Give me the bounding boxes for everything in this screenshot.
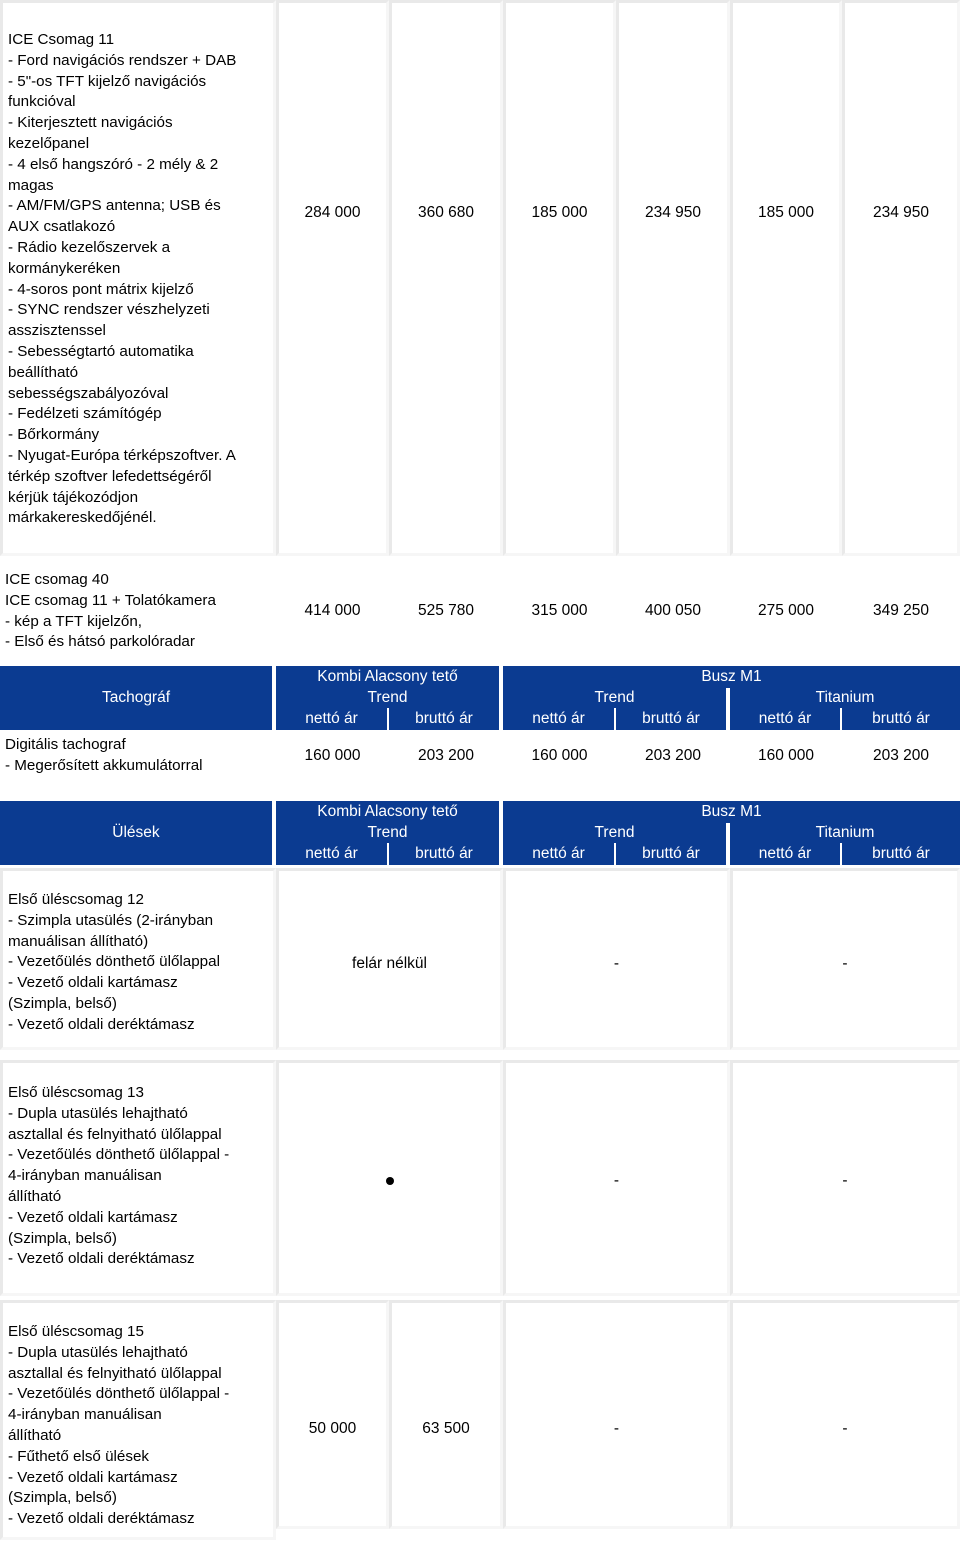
ice40-brutto-kombi: 525 780 bbox=[417, 602, 475, 619]
ice40-netto-titanium: 275 000 bbox=[757, 602, 815, 619]
netto-header: nettó ár bbox=[730, 708, 842, 730]
ice11-netto-kombi: 284 000 bbox=[304, 204, 361, 221]
ice11-price-cell bbox=[730, 0, 842, 556]
seats-section-title: Ülések bbox=[0, 801, 276, 865]
tacho-column-headers bbox=[276, 666, 960, 730]
tacho-netto-titanium: 160 000 bbox=[757, 747, 815, 764]
brutto-header: bruttó ár bbox=[389, 843, 503, 865]
brutto-header: bruttó ár bbox=[842, 708, 960, 730]
seat15-description-cell bbox=[0, 1300, 276, 1540]
busz-header: Busz M1 bbox=[503, 666, 960, 688]
kombi-header: Kombi Alacsony tető bbox=[276, 801, 503, 823]
netto-header: nettó ár bbox=[276, 843, 389, 865]
ice11-netto-titanium: 185 000 bbox=[757, 204, 815, 221]
seat12-description-cell bbox=[0, 868, 276, 1050]
busz-titanium-header: Titanium bbox=[730, 688, 960, 708]
ice11-brutto-titanium: 234 950 bbox=[872, 204, 930, 221]
seat12-description: Első üléscsomag 12 - Szimpla utasülés (2-irányban manuálisan állítható) - Vezetőülés dönthető ülőlappal - Vezető oldali kartámasz (Szimpla, belső) - Vezető oldali deréktámasz bbox=[8, 891, 220, 1033]
netto-header: nettó ár bbox=[503, 843, 616, 865]
busz-titanium-header: Titanium bbox=[730, 823, 960, 843]
brutto-header: bruttó ár bbox=[616, 708, 730, 730]
brutto-header: bruttó ár bbox=[842, 843, 960, 865]
ice40-netto-trend: 315 000 bbox=[531, 602, 588, 619]
ice11-description-cell bbox=[0, 0, 276, 556]
ice11-brutto-trend: 234 950 bbox=[644, 204, 702, 221]
seat15-brutto-kombi: 63 500 bbox=[422, 1420, 470, 1437]
seat13-titanium-value: - bbox=[842, 1172, 848, 1189]
seat13-row bbox=[0, 1060, 960, 1296]
tacho-brutto-titanium: 203 200 bbox=[872, 747, 930, 764]
ice11-price-cell bbox=[503, 0, 616, 556]
tacho-description: Digitális tachograf - Megerősített akkumulátorral bbox=[5, 736, 203, 774]
brutto-header: bruttó ár bbox=[616, 843, 730, 865]
ice40-brutto-titanium: 349 250 bbox=[872, 602, 930, 619]
tacho-section-title: Tachográf bbox=[0, 666, 276, 730]
tacho-description-cell bbox=[0, 735, 276, 785]
tacho-brutto-trend: 203 200 bbox=[644, 747, 702, 764]
tacho-netto-kombi: 160 000 bbox=[304, 747, 361, 764]
ice40-row bbox=[0, 566, 960, 660]
netto-header: nettó ár bbox=[503, 708, 616, 730]
kombi-header: Kombi Alacsony tető bbox=[276, 666, 503, 688]
seat15-row bbox=[0, 1300, 960, 1529]
seat12-trend-value: - bbox=[613, 955, 620, 972]
seat13-trend-value: - bbox=[613, 1172, 620, 1189]
ice11-price-cell bbox=[616, 0, 730, 556]
seat12-row bbox=[0, 868, 960, 1050]
ice11-price-cell bbox=[389, 0, 503, 556]
brutto-header: bruttó ár bbox=[389, 708, 503, 730]
seat15-description: Első üléscsomag 15 - Dupla utasülés lehajtható asztallal és felnyitható ülőlappal - Vezetőülés dönthető ülőlappal - 4-irányban manuálisan állítható - Fűthető első ülések - Vezető oldali kartámasz (Szimpla, belső) - Vezető oldali deréktámasz bbox=[8, 1323, 230, 1528]
ice11-row bbox=[0, 0, 960, 556]
tacho-brutto-kombi: 203 200 bbox=[417, 747, 475, 764]
ice40-description: ICE csomag 40 ICE csomag 11 + Tolatókamera - kép a TFT kijelzőn, - Első és hátsó parkolóradar bbox=[5, 571, 216, 651]
seats-header-band bbox=[0, 801, 960, 865]
seat15-netto-kombi: 50 000 bbox=[308, 1420, 357, 1437]
seat15-titanium-value: - bbox=[842, 1420, 848, 1437]
kombi-trend-header: Trend bbox=[276, 823, 503, 843]
seat13-description: Első üléscsomag 13 - Dupla utasülés lehajtható asztallal és felnyitható ülőlappal - Vezetőülés dönthető ülőlappal - 4-irányban manuálisan állítható - Vezető oldali kartámasz (Szimpla, belső) - Vezető oldali deréktámasz bbox=[8, 1084, 230, 1268]
ice11-price-cell bbox=[276, 0, 389, 556]
seat12-titanium-value: - bbox=[842, 955, 848, 972]
tacho-netto-trend: 160 000 bbox=[531, 747, 588, 764]
busz-trend-header: Trend bbox=[503, 823, 730, 843]
busz-trend-header: Trend bbox=[503, 688, 730, 708]
seat13-kombi-value bbox=[279, 1063, 500, 1299]
seat15-trend-value: - bbox=[613, 1420, 620, 1437]
netto-header: nettó ár bbox=[276, 708, 389, 730]
ice11-description: ICE Csomag 11 - Ford navigációs rendszer + DAB - 5"-os TFT kijelző navigációs funkcióval - Kiterjesztett navigációs kezelőpanel - 4 első hangszóró - 2 mély & 2 magas - AM/FM/GPS antenna; USB és AUX csatlakozó - Rádio kezelőszervek a kormánykeréken - 4-soros pont mátrix kijelző - SYNC rendszer vészhelyzeti asszisztenssel - Sebességtartó automatika beállítható sebességszabályozóval - Fedélzeti számítógép - Bőrkormány - Nyugat-Európa térképszoftver. A térkép szoftver lefedettségéről kérjük tájékozódjon márkakereskedőjénél. bbox=[8, 31, 237, 527]
kombi-trend-header: Trend bbox=[276, 688, 503, 708]
ice40-description-cell bbox=[0, 566, 276, 660]
ice11-brutto-kombi: 360 680 bbox=[417, 204, 475, 221]
netto-header: nettó ár bbox=[730, 843, 842, 865]
busz-header: Busz M1 bbox=[503, 801, 960, 823]
ice40-brutto-trend: 400 050 bbox=[644, 602, 702, 619]
seat12-kombi-value: felár nélkül bbox=[352, 955, 427, 972]
tacho-header-band bbox=[0, 666, 960, 730]
seat13-description-cell bbox=[0, 1060, 276, 1296]
ice40-netto-kombi: 414 000 bbox=[304, 602, 361, 619]
tacho-row bbox=[0, 735, 960, 785]
seats-column-headers bbox=[276, 801, 960, 865]
bullet-dot-icon bbox=[386, 1177, 394, 1185]
ice11-price-cell bbox=[842, 0, 960, 556]
ice11-netto-trend: 185 000 bbox=[531, 204, 588, 221]
